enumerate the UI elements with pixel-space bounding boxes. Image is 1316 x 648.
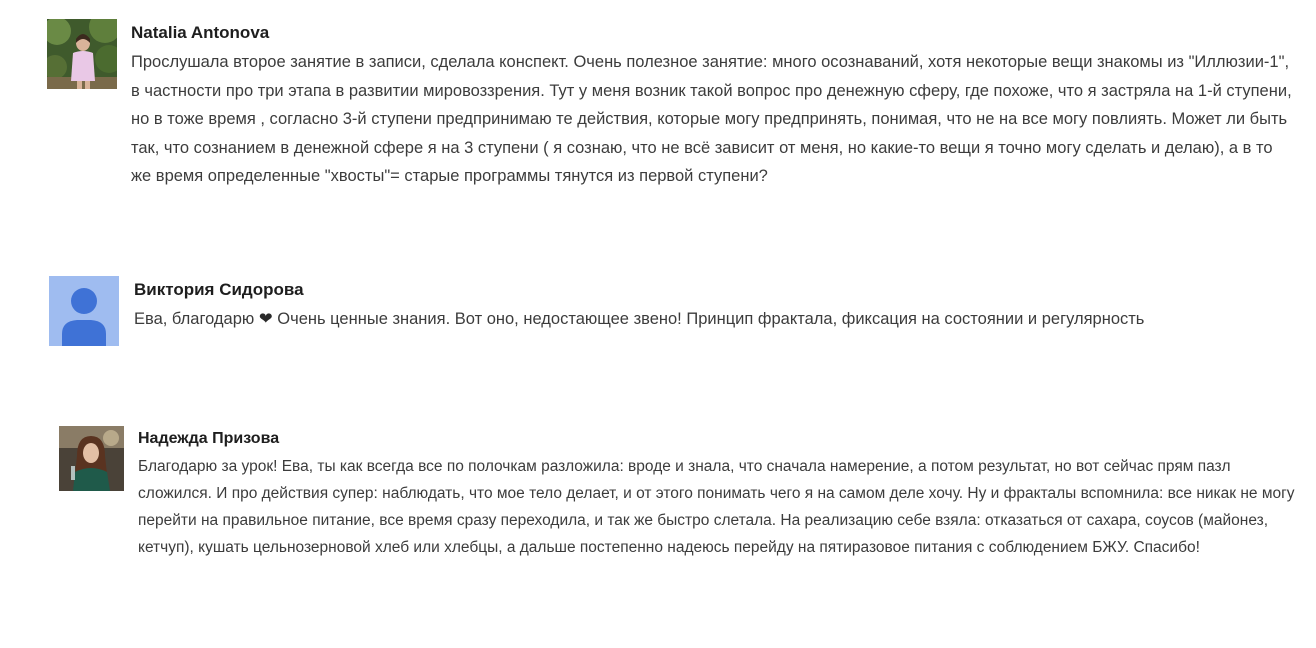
heart-icon: ❤ (258, 310, 273, 328)
comment-text: Прослушала второе занятие в записи, сделала конспект. Очень полезное занятие: много осознаваний, хотя некоторые вещи знакомы из "Иллюзии-1", в частности про три этапа в развитии мировоззрения. Тут у меня возник такой вопрос про денежную сферу, где похоже, что я застряла на 1-й ступени, но в тоже время , согласно 3-й ступени предпринимаю те действия, которые могу предпринять, понимая, что не на все могу повлиять. Может ли быть так, что сознанием в денежной сфере я на 3 ступени ( я сознаю, что не всё зависит от меня, но какие-то вещи я точно могу сделать и делаю), а в то же время определенные "хвосты"= старые программы тянутся из первой ступени? (131, 53, 1292, 185)
avatar[interactable] (59, 426, 124, 491)
comment-text-part: Ева, благодарю (134, 310, 259, 328)
user-photo-avatar-icon (59, 426, 124, 491)
comment-author[interactable]: Надежда Призова (138, 430, 280, 447)
comment-body (134, 276, 1299, 333)
avatar[interactable] (49, 276, 119, 346)
comment-body (131, 19, 1297, 191)
comment-author[interactable]: Natalia Antonova (131, 23, 270, 42)
default-user-avatar-icon (49, 276, 119, 346)
user-photo-avatar-icon (47, 19, 117, 89)
comment-text (134, 305, 1299, 333)
comment-item (59, 426, 1299, 561)
comment-body (138, 426, 1299, 561)
comment-author[interactable]: Виктория Сидорова (134, 280, 304, 299)
comment-text-part: Очень ценные знания. Вот оно, недостающее звено! Принцип фрактала, фиксация на состоянии и регулярность (272, 310, 1145, 328)
comment-item (49, 276, 1299, 346)
comment-item (47, 19, 1297, 191)
avatar[interactable] (47, 19, 117, 89)
comment-text: Благодарю за урок! Ева, ты как всегда все по полочкам разложила: вроде и знала, что сначала намерение, а потом результат, но вот сейчас прям пазл сложился. И про действия супер: наблюдать, что мое тело делает, и от этого понимать чего я на самом деле хочу. Ну и фракталы вспомнила: все никак не могу перейти на правильное питание, все время сразу переходила, и так же быстро слетала. На реализацию себе взяла: отказаться от сахара, соусов (майонез, кетчуп), кушать цельнозерновой хлеб или хлебцы, а дальше постепенно надеюсь перейду на пятиразовое питания с соблюдением БЖУ. Спасибо! (138, 458, 1295, 556)
